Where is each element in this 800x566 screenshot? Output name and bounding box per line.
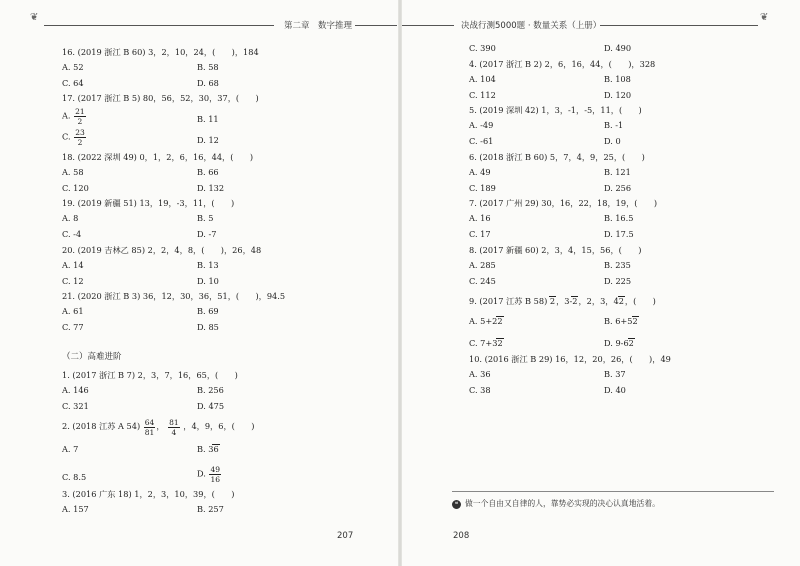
header-rule-left [44, 25, 274, 26]
option-b: B. 11 [197, 114, 219, 124]
option-b: B. 16.5 [604, 213, 634, 223]
option-a: A. 8 [62, 213, 79, 223]
section-title: （二）高难进阶 [62, 352, 122, 362]
option-c: C. 12 [62, 275, 84, 286]
option-c: C. 321 [62, 400, 89, 411]
header-rule-right-2 [600, 25, 758, 26]
option-b: B. 66 [197, 166, 219, 177]
option-a: A. $\frac{21}{2}$ [62, 107, 85, 126]
question-stem: 1. (2017 浙江 B 7) 2，3，7，16，65，( ) [62, 369, 238, 380]
question-stem: 21. (2020 浙江 B 3) 36，12，30，36，51，( )，94.5 [62, 291, 286, 301]
page-number: 208 [453, 531, 470, 541]
book-fold [398, 0, 402, 566]
option-a: A. -49 [469, 120, 494, 130]
question-stem: 7. (2017 广州 29) 30，16，22，18，19，( ) [469, 198, 658, 208]
question-stem: 17. (2017 浙江 B 5) 80，56，52，30，37，( ) [62, 93, 259, 103]
header-rule-left-2 [355, 25, 397, 26]
motto-rule [452, 491, 774, 492]
question-stem: 5. (2019 深圳 42) 1，3，-1，-5，11，( ) [469, 105, 642, 115]
option-a: A. 104 [469, 73, 496, 84]
quote-icon: ❝ [452, 500, 461, 509]
option-a: A. 5+22 [469, 315, 503, 326]
option-b: B. 58 [197, 61, 219, 72]
question-stem: 10. (2016 浙江 B 29) 16，12，20，26，( )，49 [469, 353, 671, 364]
question-stem: 2. (2018 江苏 A 54) $\frac{64}{81}$ ， $\frac{81}{4}$ ，4，9，6，( ) [62, 417, 255, 437]
option-d: D. 17.5 [604, 229, 634, 239]
option-b: B. 69 [197, 306, 219, 316]
chapter-title: 第二章 数字推理 [280, 19, 356, 31]
option-b: B. 257 [197, 504, 224, 514]
option-d: D. $\frac{49}{16}$ [197, 465, 221, 484]
option-d: D. 475 [197, 400, 225, 411]
option-a: A. 14 [62, 259, 84, 270]
option-a: A. 61 [62, 306, 84, 316]
option-a: A. 52 [62, 61, 84, 72]
left-column [62, 42, 392, 515]
question-stem: 20. (2019 吉林乙 85) 2，2，4，8，( )，26，48 [62, 244, 262, 255]
question-stem: 16. (2019 浙江 B 60) 3，2，10，24，( )，184 [62, 46, 259, 57]
question-stem: 18. (2022 深圳 49) 0，1，2，6，16，44，( ) [62, 151, 254, 162]
option-a: A. 16 [469, 213, 491, 223]
header-rule-right [402, 25, 454, 26]
option-c: C. -61 [469, 136, 494, 146]
option-b: B. 6+52 [604, 315, 638, 326]
option-c: C. 77 [62, 322, 84, 332]
option-b: B. 5 [197, 213, 214, 223]
option-c: C. 8.5 [62, 472, 87, 482]
option-d: D. 0 [604, 136, 621, 146]
question-stem: 3. (2016 广东 18) 1，2，3，10，39，( ) [62, 489, 235, 499]
option-d: D. 85 [197, 322, 219, 332]
option-c: C. 38 [469, 384, 491, 395]
option-c: C. 7+32 [469, 337, 503, 348]
question-stem: 9. (2017 江苏 B 58) 2，3-2，2，3，42，( ) [469, 295, 656, 306]
option-b: B. 235 [604, 259, 631, 270]
option-a: A. 58 [62, 166, 84, 177]
option-d: D. 132 [197, 182, 225, 193]
option-d: D. 225 [604, 275, 632, 286]
option-a: A. 7 [62, 444, 79, 454]
option-d: D. -7 [197, 229, 217, 239]
option-c: C. 120 [62, 182, 89, 193]
option-b: B. 256 [197, 384, 224, 395]
option-a: A. 157 [62, 504, 89, 514]
option-a: A. 49 [469, 166, 491, 177]
motto: ❝ 做一个自由又自律的人，靠势必实现的决心认真地活着。 [452, 498, 660, 509]
option-d: D. 120 [604, 89, 632, 100]
option-d: D. 9-62 [604, 337, 634, 348]
option-b: B. 37 [604, 368, 626, 379]
option-d: D. 256 [604, 182, 632, 193]
option-c: C. -4 [62, 229, 82, 239]
option-b: B. 121 [604, 166, 631, 177]
question-stem: 8. (2017 新疆 60) 2，3，4，15，56，( ) [469, 244, 642, 255]
option-b: B. 36 [197, 444, 219, 454]
option-a: A. 36 [469, 368, 491, 379]
page-number: 207 [337, 531, 354, 541]
question-stem: 4. (2017 浙江 B 2) 2，6，16，44，( )，328 [469, 58, 656, 69]
option-b: B. -1 [604, 120, 624, 130]
option-d: D. 12 [197, 135, 219, 145]
option-a: A. 285 [469, 259, 496, 270]
option-b: B. 13 [197, 259, 219, 270]
option-c: C. 112 [469, 89, 496, 100]
option-c: C. 17 [469, 229, 491, 239]
option-d: D. 490 [604, 43, 632, 53]
leaf-ornament-icon: ❦ [760, 12, 769, 23]
option-d: D. 40 [604, 384, 626, 395]
option-c: C. 189 [469, 182, 496, 193]
option-d: D. 68 [197, 77, 219, 88]
option-c: C. 64 [62, 77, 84, 88]
option-a: A. 146 [62, 384, 89, 395]
option-b: B. 108 [604, 73, 631, 84]
option-c: C. 390 [469, 43, 496, 53]
right-column [469, 42, 779, 396]
question-stem: 6. (2018 浙江 B 60) 5，7，4，9，25，( ) [469, 151, 645, 162]
leaf-ornament-icon: ❦ [30, 12, 39, 23]
book-title: 决战行测5000题 · 数量关系（上册） [457, 19, 605, 31]
question-stem: 19. (2019 新疆 51) 13，19，-3，11，( ) [62, 198, 235, 208]
option-c: C. $\frac{23}{2}$ [62, 128, 85, 147]
option-d: D. 10 [197, 275, 219, 286]
option-c: C. 245 [469, 275, 496, 286]
